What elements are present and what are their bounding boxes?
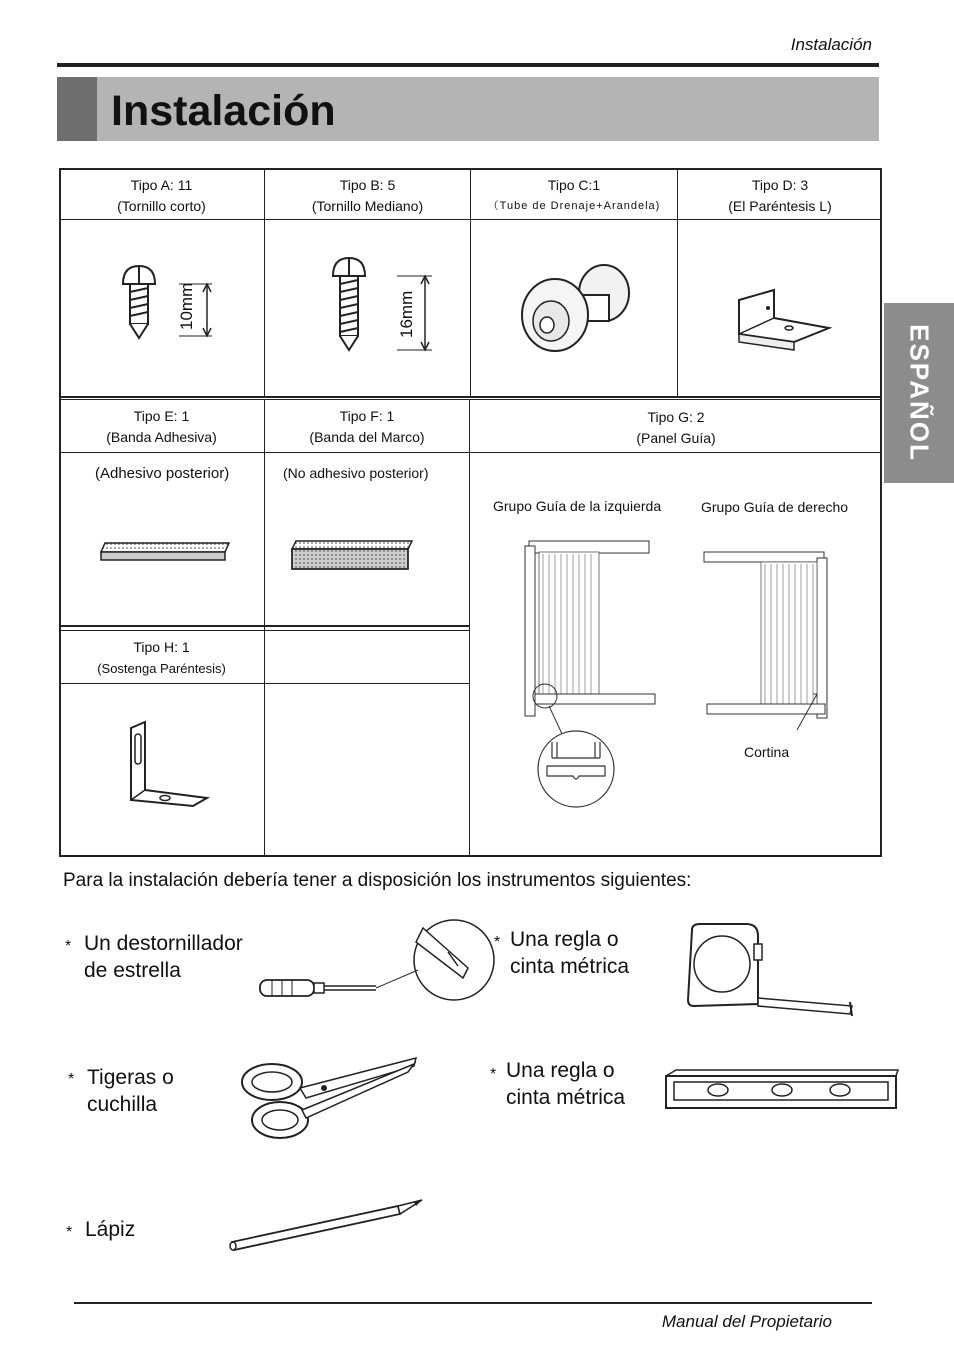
instruments-intro: Para la instalación debería tener a disposición los instrumentos siguientes: [63,870,692,891]
drain-tube-icon [519,263,639,363]
scissors-icon [236,1052,426,1147]
parts-table [59,168,882,857]
curtain-label: Cortina [744,744,790,760]
screwdriver-icon [258,918,501,1008]
part-c-name: Tipo C:1 [547,177,601,193]
row1-bottom-line-2 [59,399,882,400]
instrument-2-label [510,926,629,980]
title-accent [57,77,97,141]
part-f-note: (No adhesivo posterior) [283,465,429,481]
part-c-caption [471,175,677,217]
instrument-1-line2: de estrella [84,959,181,982]
part-e-caption [59,406,264,448]
part-g-caption [470,407,882,449]
part-a-desc: (Tornillo corto) [117,198,206,214]
row2-caption-line [59,452,882,453]
part-a-dim: 10mm [177,282,196,330]
part-d-name: Tipo D: 3 [751,177,809,193]
footer-text: Manual del Propietario [661,1312,832,1331]
instrument-5-bullet: * [66,1224,73,1241]
header-rule [57,63,879,67]
right-guide-panel-icon [699,548,849,748]
part-b-desc: (Tornillo Mediano) [311,198,424,214]
instrument-3-bullet: * [68,1071,75,1088]
part-g-desc: (Panel Guía) [636,430,716,446]
instrument-3-label [87,1064,174,1118]
row3-top-line-2 [59,630,470,631]
instrument-3-line1: Tigeras o [87,1066,174,1089]
instrument-3-line2: cuchilla [87,1093,158,1116]
part-a-caption [59,175,264,217]
row3-top-line [59,625,470,627]
page-title: Instalación [111,87,336,135]
running-header: Instalación [790,35,872,54]
part-g-right-label: Grupo Guía de derecho [701,499,849,515]
instrument-2-bullet: * [494,934,501,951]
part-a-name: Tipo A: 11 [130,177,193,193]
part-e-name: Tipo E: 1 [133,408,190,424]
part-g-left-label: Grupo Guía de la izquierda [493,498,662,514]
part-b-dim: 16mm [397,290,416,338]
part-d-desc: (El Paréntesis L) [728,198,832,214]
instrument-4-bullet: * [490,1066,497,1083]
frame-band-icon [290,533,420,573]
footer-rule [74,1302,872,1304]
language-tab [884,303,954,483]
instrument-5-label [85,1216,135,1243]
instrument-1-bullet: * [65,938,72,955]
part-b-caption [265,175,470,217]
language-tab-label: ESPAÑOL [904,324,935,462]
part-d-caption [678,175,882,217]
instrument-2-line1: Una regla o [510,928,619,951]
part-e-desc: (Banda Adhesiva) [106,429,217,445]
instrument-5-line1: Lápiz [85,1218,136,1241]
part-f-name: Tipo F: 1 [339,408,395,424]
part-h-name: Tipo H: 1 [133,639,190,655]
l-bracket-icon [734,290,844,360]
instrument-1-line1: Un destornillador [84,932,243,955]
row2-col-line-1 [264,400,265,857]
part-h-desc: (Sostenga Paréntesis) [97,661,226,676]
row3-caption-line [59,683,470,684]
part-c-desc: （Tube de Drenaje+Arandela) [487,200,661,212]
holding-bracket-icon [127,720,227,810]
adhesive-band-icon [97,538,237,568]
screw-b-icon [327,254,437,364]
part-b-name: Tipo B: 5 [339,177,396,193]
instrument-4-label [506,1057,625,1111]
tape-measure-icon [684,920,864,1020]
instrument-4-line2: cinta métrica [506,1086,626,1109]
part-f-desc: (Banda del Marco) [309,429,425,445]
row2-col-line-2 [469,400,470,857]
part-e-note: (Adhesivo posterior) [95,465,230,482]
instrument-2-line2: cinta métrica [510,955,630,978]
part-h-caption [59,637,264,679]
level-ruler-icon [662,1068,902,1118]
left-guide-panel-icon [519,536,659,806]
instrument-4-line1: Una regla o [506,1059,615,1082]
title-bar [57,77,879,141]
screw-a-icon [117,262,227,352]
pencil-icon [228,1196,428,1256]
part-g-name: Tipo G: 2 [647,409,705,425]
part-f-caption [265,406,469,448]
instrument-1-label [84,930,243,984]
